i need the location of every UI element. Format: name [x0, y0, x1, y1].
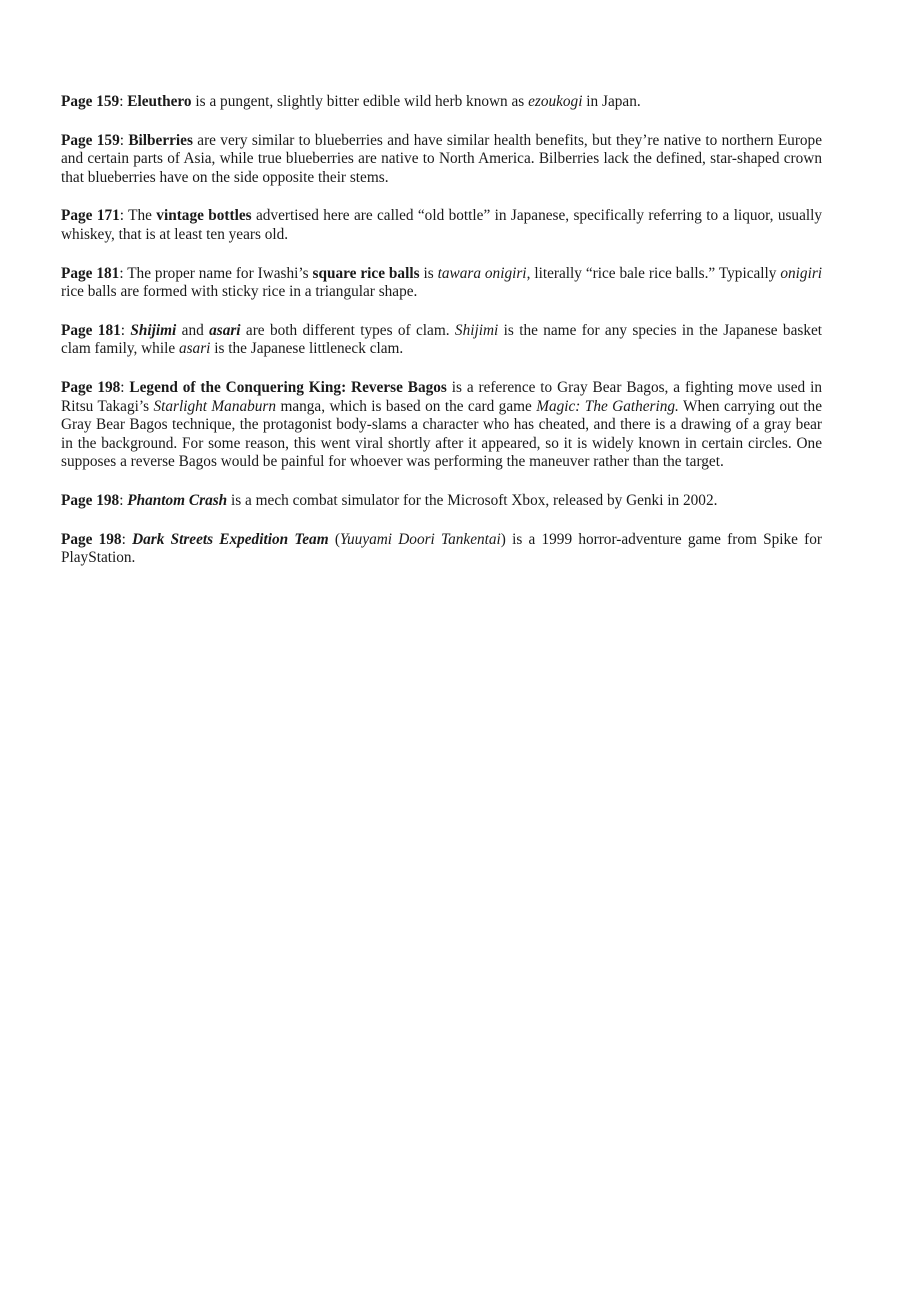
page-reference: Page 171 [61, 207, 120, 225]
note-text: advertised here are called “old bottle” in Japanese, specifically referring to a liquor, usually whiskey, that is at least ten years old. [61, 207, 823, 243]
note-text: in Japan. [582, 93, 641, 110]
note-text: When carrying out the Gray Bear Bagos technique, the protagonist body-slams a character who has cheated, and there is a drawing of a gray bear in the background. For some reason, this went viral shortly after it appeared, so it is widely known in certain circles. One supposes a reverse Bagos would be painful for whoever was performing the maneuver rather than the target. [61, 397, 822, 471]
emphasized-term: ezoukogi [528, 93, 583, 110]
page-reference: Page 159 [61, 93, 120, 110]
note-text: is [419, 264, 438, 282]
note-text: : [119, 491, 128, 509]
emphasized-term: Yuuyami Doori Tankentai [339, 530, 501, 548]
emphasized-term: Magic: The Gathering. [536, 397, 679, 415]
emphasized-term: Starlight Manaburn [153, 397, 277, 415]
translation-notes [61, 93, 822, 588]
note-paragraph [61, 322, 822, 359]
emphasized-term: Shijimi [454, 321, 499, 339]
note-text: rice balls are formed with sticky rice in a triangular shape. [61, 283, 418, 301]
note-paragraph [61, 492, 822, 511]
note-text: : [119, 93, 128, 110]
note-text: : The [119, 207, 157, 225]
emphasized-term: onigiri [780, 264, 823, 282]
emphasized-term: Phantom Crash [127, 491, 228, 509]
page-reference: Page 159 [61, 131, 120, 149]
note-text: is the Japanese littleneck clam. [210, 340, 404, 358]
page-reference: Page 198 [61, 378, 121, 396]
note-text: are both different types of clam. [240, 321, 455, 339]
emphasized-term: Legend of the Conquering King: Reverse Bagos [129, 378, 447, 396]
emphasized-term: Eleuthero [127, 93, 192, 110]
note-text: : The proper name for Iwashi’s [119, 264, 313, 282]
page-reference: Page 198 [61, 491, 120, 509]
note-text: ) is a 1999 horror-adventure game from Spike for PlayStation. [61, 530, 823, 567]
note-text: : [121, 530, 133, 548]
note-paragraph [61, 265, 822, 302]
note-paragraph [61, 207, 822, 244]
note-text: is the name for any species in the Japanese basket clam family, while [61, 321, 823, 358]
note-paragraph [61, 132, 822, 188]
emphasized-term: tawara onigiri [437, 264, 527, 282]
note-text: is a reference to Gray Bear Bagos, a fighting move used in Ritsu Takagi’s [61, 378, 822, 415]
note-paragraph [61, 531, 822, 568]
emphasized-term: vintage bottles [156, 207, 252, 225]
page-reference: Page 198 [61, 530, 122, 548]
note-text: is a pungent, slightly bitter edible wild herb known as [191, 93, 529, 110]
page-reference: Page 181 [61, 321, 121, 339]
emphasized-term: square rice balls [312, 264, 420, 282]
note-text: and [176, 321, 210, 339]
note-text: : [120, 378, 130, 396]
note-text: ( [328, 530, 340, 548]
note-text: manga, which is based on the card game [276, 397, 537, 415]
note-text: : [119, 131, 129, 149]
emphasized-term: asari [209, 321, 241, 339]
note-text: , literally “rice bale rice balls.” Typically [526, 264, 781, 282]
note-text: is a mech combat simulator for the Microsoft Xbox, released by Genki in 2002. [227, 491, 718, 509]
page-reference: Page 181 [61, 264, 120, 282]
note-paragraph [61, 379, 822, 472]
note-text: : [120, 321, 131, 339]
emphasized-term: Dark Streets Expedition Team [132, 530, 329, 548]
note-text: are very similar to blueberries and have similar health benefits, but they’re native to northern Europe and certain parts of Asia, while true blueberries are native to North America. Bilberries lack the defined, star-shaped crown that blueberries have on the side opposite their stems. [61, 131, 822, 186]
note-paragraph [61, 93, 822, 112]
emphasized-term: asari [178, 340, 211, 358]
emphasized-term: Shijimi [130, 321, 177, 339]
emphasized-term: Bilberries [128, 131, 193, 149]
